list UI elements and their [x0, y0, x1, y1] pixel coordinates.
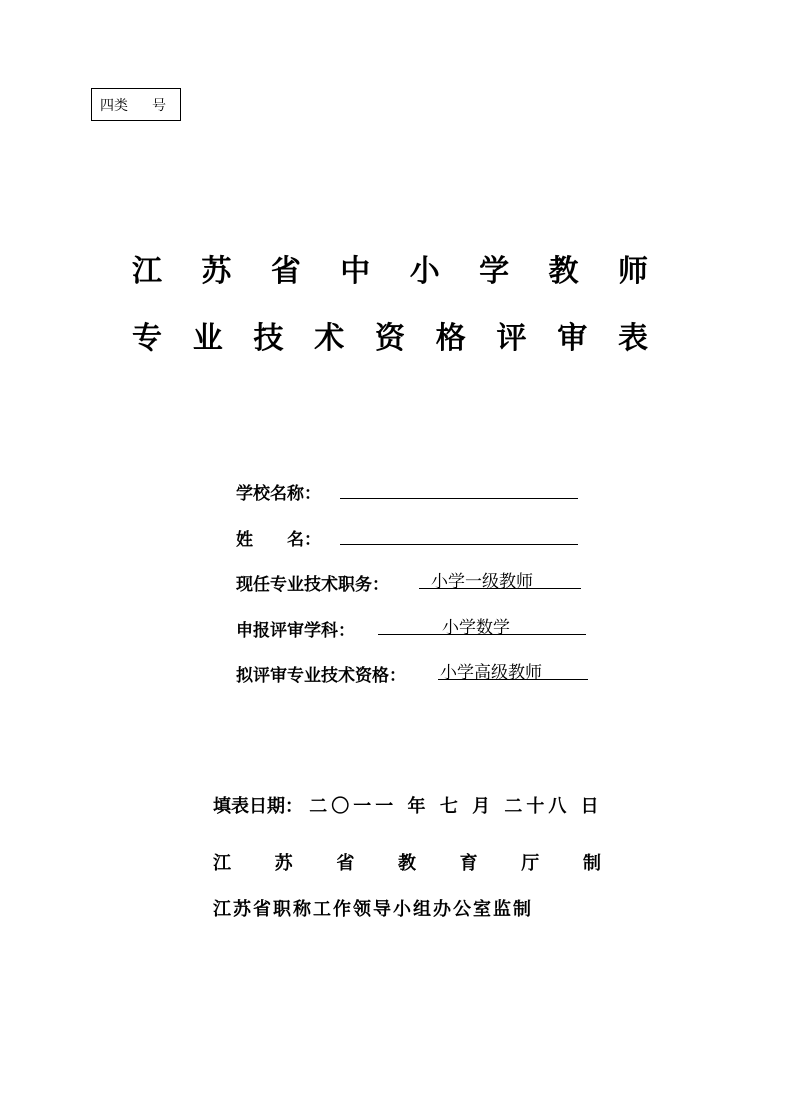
title-char: 技: [253, 321, 284, 356]
title-char: 省: [270, 254, 301, 289]
category-number-box: [91, 88, 181, 121]
issuer-char: 育: [459, 853, 478, 874]
title-char: 资: [375, 321, 405, 356]
issuer-char: 省: [336, 853, 355, 874]
proposed-title-label: 拟评审专业技术资格：: [236, 666, 406, 686]
category-label: 四类: [100, 97, 128, 114]
title-char: 中: [340, 254, 371, 289]
school-name-input[interactable]: [340, 476, 578, 499]
title-char: 审: [557, 321, 588, 356]
issuer-char: 苏: [274, 853, 293, 874]
title-char: 小: [409, 254, 440, 289]
subject-input[interactable]: 小学数学: [378, 613, 586, 635]
fill-date-value: 二〇一一 年 七 月 二十八 日: [309, 796, 603, 817]
issuer-char: 江: [213, 853, 231, 874]
title-line-1: [130, 246, 650, 290]
name-label: 姓 名：: [236, 530, 321, 550]
title-char: 术: [314, 321, 345, 356]
title-char: 学: [479, 254, 510, 289]
issuer-char: 教: [397, 853, 416, 874]
title-line-2: [130, 313, 650, 357]
issuer-line: [213, 849, 601, 875]
title-char: 江: [132, 254, 162, 289]
name-input[interactable]: [340, 522, 578, 545]
issuer-char: 厅: [521, 853, 540, 874]
title-char: 格: [435, 321, 466, 356]
title-char: 专: [132, 321, 162, 356]
fill-date: [213, 792, 603, 818]
subject-label: 申报评审学科：: [236, 621, 355, 641]
title-char: 业: [192, 321, 223, 356]
current-title-label: 现任专业技术职务：: [236, 575, 389, 595]
fill-date-label: 填表日期：: [213, 796, 303, 817]
title-char: 教: [548, 254, 579, 289]
supervisor-line: 江苏省职称工作领导小组办公室监制: [213, 899, 533, 920]
title-char: 表: [618, 321, 648, 356]
title-char: 师: [617, 254, 648, 289]
issuer-char: 制: [582, 853, 601, 874]
title-char: 苏: [201, 254, 232, 289]
school-name-label: 学校名称：: [236, 484, 321, 504]
title-char: 评: [496, 321, 527, 356]
number-label: 号: [152, 97, 166, 114]
proposed-title-input[interactable]: 小学高级教师: [438, 658, 588, 680]
current-title-input[interactable]: 小学一级教师: [419, 567, 581, 589]
